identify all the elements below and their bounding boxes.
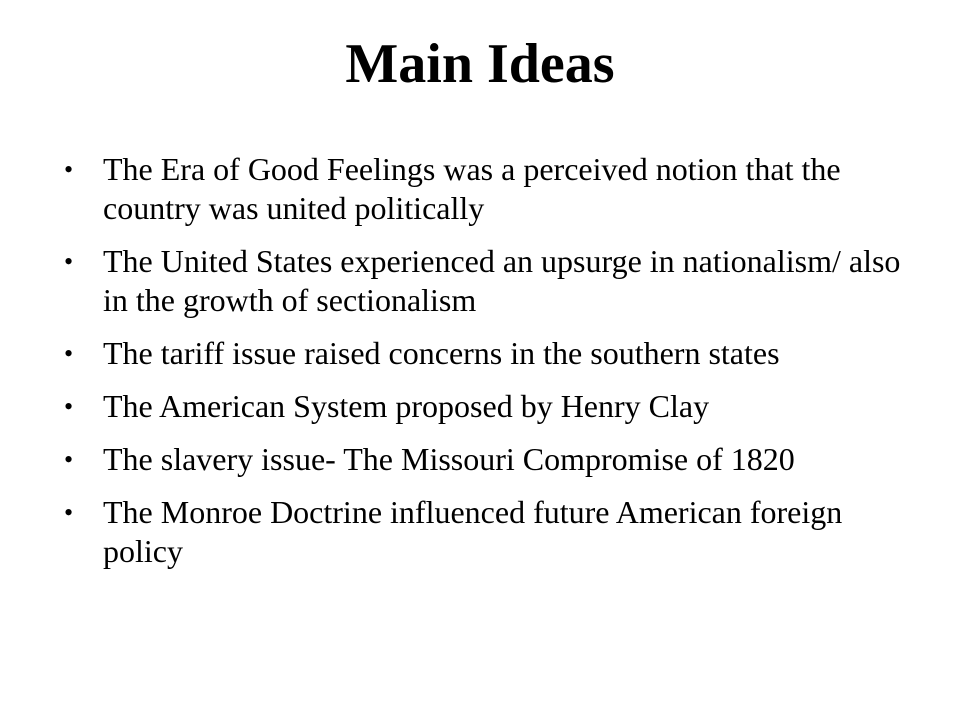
slide-title: Main Ideas — [345, 33, 615, 95]
bullet-text: The Monroe Doctrine influenced future American foreign policy — [103, 494, 843, 569]
bullet-item — [62, 334, 912, 373]
bullet-icon: • — [64, 392, 74, 421]
bullet-item — [62, 150, 912, 228]
bullet-item — [62, 440, 912, 479]
bullet-item — [62, 493, 912, 571]
bullet-item — [62, 242, 912, 320]
bullet-icon: • — [64, 339, 74, 368]
bullet-icon: • — [64, 247, 74, 276]
bullet-icon: • — [64, 445, 74, 474]
bullet-text: The United States experienced an upsurge in nationalism/ also in the growth of sectionalism — [103, 243, 901, 318]
bullet-icon: • — [64, 498, 74, 527]
bullet-list — [62, 150, 912, 585]
bullet-text: The American System proposed by Henry Clay — [103, 388, 710, 424]
bullet-text: The tariff issue raised concerns in the southern states — [103, 335, 780, 371]
bullet-text: The Era of Good Feelings was a perceived notion that the country was united politically — [103, 151, 841, 226]
bullet-text: The slavery issue- The Missouri Compromise of 1820 — [103, 441, 795, 477]
bullet-item — [62, 387, 912, 426]
bullet-icon: • — [64, 155, 74, 184]
